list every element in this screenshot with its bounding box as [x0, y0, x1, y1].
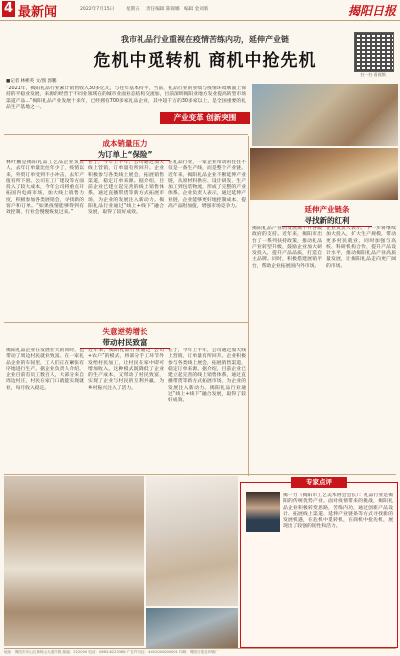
article-headline: 危机中觅转机 商机中抢先机 [93, 51, 317, 71]
column-text: 林叶鹏是揭阳礼品工艺品企业负责人，去年订单量比往年少了，疫情以来，外贸订单受到不小冲击，去年产值有所下滑。公司在工厂建设等方面投入了较大成本，今年公司将重点开拓国内电商市场，加大线上销售力度，积极参加各类展销会，寻找新的客户和订单。“如果疫情能够得到有效控制，行业会慢慢恢复过来。” [6, 160, 84, 216]
byline: ■记者 林彬英 文/图 郭鹏 [6, 79, 57, 84]
column-text: 在礼品行业，一家企业带动的往往不仅是一条生产线，而是整个产业链。近年来，揭阳礼品企业不断延伸产业链，从原材料供应、设计研发、生产加工到包装物流，形成了完整的产业体系。企业负责人表示，通过延伸产业链，企业能够更好地控制成本，提高产品附加值，增强市场竞争力。 [168, 160, 246, 210]
section-heading-top: 失意逆势增长 [102, 327, 148, 336]
section-heading-1 [80, 138, 170, 161]
column-text: 在于，今年上半年，公司通过加大线上营销，订单量有所回升。企业积极参与各类线上展会，拓展销售渠道，稳定订单来源。据介绍，目前企业已建立起完善的线上销售体系，通过直播带货等新方式拓展市场，为企业的发展注入新动力。揭阳礼品行业通过“线上+线下”融合发展，取得了较好成效。 [88, 160, 164, 216]
section-heading-title: 寻找新的红利 [282, 215, 372, 227]
column-text: 揭阳礼品企业在发展壮大的同时，也带动了周边村民就业致富。在一家礼品企业的车间里，工人们正在紧张有序地进行生产。据企业负责人介绍，企业目前有员工数百人，大部分来自周边村庄，村民在家门口就能实现就业，每月收入稳定。 [6, 348, 84, 391]
editor-credit: 责任编辑 陈锦娜 [146, 7, 180, 12]
section-heading-top: 成本销量压力 [102, 139, 148, 148]
workshop-photo [250, 148, 398, 200]
page-number: 4 [3, 1, 14, 16]
article-kicker: 我市礼品行业重视在疫情苦练内功，延伸产业链 [121, 35, 289, 44]
page-footer: 地址：揭阳市东山区黄岐山大道中段 邮编：522000 电话：0663-8223388 广告许可证：4452004000001 印刷：揭阳日报社印刷厂 [4, 648, 396, 655]
column-text: 企业负责人表示，下一步将继续加大投入，扩大生产规模，带动更多村民就业，同时加强与高校、科研机构合作，提升产品设计水平，推动揭阳礼品产业高质量发展，让揭阳礼品走向更广阔的市场。 [326, 226, 396, 269]
expert-portrait [246, 492, 280, 532]
factory-photo [252, 84, 398, 146]
production-line-photo [146, 608, 238, 648]
divider [4, 474, 396, 475]
store-interior-photo [146, 476, 238, 606]
column-rule [248, 136, 249, 476]
section-heading-3 [80, 326, 170, 349]
section-name: 最新闻 [18, 5, 58, 20]
column-text: 揭阳礼品产业的发展离不开各级政府的支持。近年来，揭阳市出台了一系列扶持政策，推动礼品产业转型升级，鼓励企业加大研发投入，提升产品品质，打造自主品牌。同时，积极搭建展销平台，帮助企业拓展国内外市场。 [252, 226, 322, 269]
issue-date: 2022年7月15日 [80, 7, 115, 12]
weekday: 星期五 [126, 7, 140, 12]
section-heading-2 [282, 204, 372, 227]
qr-code[interactable] [354, 32, 394, 72]
showroom-photo [4, 476, 144, 646]
newspaper-logo: 揭阳日报 [347, 4, 396, 18]
column-text: 近年来，揭阳礼品行业通过“公司+农户”的模式，将部分手工环节外发给村民加工，让村民在家中即可增加收入。这种模式既降低了企业的生产成本，又带动了村民致富，实现了企业与村民的互利共赢，为乡村振兴注入了活力。 [88, 348, 164, 391]
commentary-title: 专家点评 [291, 477, 347, 488]
section-heading-title: 带动村民致富 [80, 337, 170, 349]
qr-caption: 扫一扫 看视频 [360, 72, 386, 77]
lead-paragraph: “2021年，揭阳礼品行业累计销售收入30多亿元，与往年基本持平，当前，礼品行业的业绩与疫情环境牌面上保持的平稳业发展，来源的经营于不同业领域在的城市业面业态结构交流加，目前深圳揭阳业地方发业提高转型市场渠道产品...”揭阳礼品产业发展十来年，已经拥有700多家礼品企业，其中超千万的30多家以上，是全国重要的礼品生产基地之一。 [6, 86, 246, 110]
section-heading-top: 延伸产业链条 [304, 205, 350, 214]
divider [4, 322, 248, 323]
commentary-text: 揭一力（揭阳市工艺美术协会会长）：礼品行业是揭阳的传统优势产业。面对疫情带来的挑战，揭阳礼品企业积极转变思路，苦练内功，通过创新产品设计、拓展线上渠道、延伸产业链条等方式寻找新的发展机遇，在危机中觅转机，在商机中抢先机，展现出了较强的韧性和活力。 [283, 493, 393, 530]
section-heading-title: 为订单上“保险” [80, 149, 170, 161]
masthead [0, 0, 400, 21]
designer-credit: 编辑 金刘新 [184, 7, 209, 12]
column-text: 在于，今年上半年，公司通过加大线上营销，订单量有所回升。企业积极参与各类线上展会，拓展销售渠道，稳定订单来源。据介绍，目前企业已建立起完善的线上销售体系，通过直播带货等新方式拓展市场，为企业的发展注入新动力。揭阳礼品行业通过“线上+线下”融合发展，取得了较好成效。 [168, 348, 246, 404]
divider [4, 134, 248, 135]
tagline-banner: 产业变革 创新突围 [160, 112, 250, 124]
